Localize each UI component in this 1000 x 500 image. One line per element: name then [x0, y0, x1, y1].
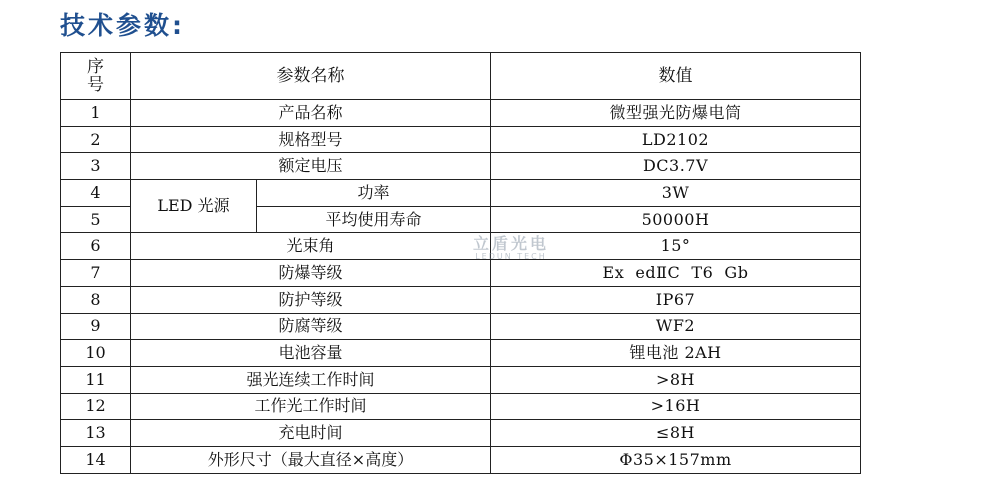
header-param: 参数名称: [131, 53, 491, 100]
row-param: 防护等级: [131, 286, 491, 313]
row-param: 强光连续工作时间: [131, 366, 491, 393]
row-value: >8H: [491, 366, 861, 393]
row-no: 5: [61, 206, 131, 233]
table-header-row: [61, 53, 861, 100]
table-row: [61, 180, 861, 207]
table-row: [61, 260, 861, 287]
row-value: 15°: [491, 233, 861, 260]
row-param: 充电时间: [131, 420, 491, 447]
row-param: 额定电压: [131, 153, 491, 180]
row-value: 微型强光防爆电筒: [491, 100, 861, 127]
table-row: [61, 340, 861, 367]
watermark-en: LEDUN TECH: [475, 252, 547, 261]
row-no: 8: [61, 286, 131, 313]
table-row: [61, 366, 861, 393]
row-no: 4: [61, 180, 131, 207]
row-no: 6: [61, 233, 131, 260]
spec-table: [60, 52, 861, 474]
table-row: [61, 100, 861, 127]
row-param: 工作光工作时间: [131, 393, 491, 420]
row-param: 平均使用寿命: [257, 206, 491, 233]
row-no: 13: [61, 420, 131, 447]
table-row: [61, 446, 861, 473]
table-row: [61, 313, 861, 340]
row-param: 外形尺寸（最大直径×高度）: [131, 446, 491, 473]
row-no: 10: [61, 340, 131, 367]
row-no: 12: [61, 393, 131, 420]
row-value: Φ35×157mm: [491, 446, 861, 473]
row-no: 7: [61, 260, 131, 287]
section-heading: 技术参数:: [60, 11, 185, 40]
row-no: 9: [61, 313, 131, 340]
row-value: >16H: [491, 393, 861, 420]
row-no: 2: [61, 126, 131, 153]
row-no: 14: [61, 446, 131, 473]
row-value: DC3.7V: [491, 153, 861, 180]
row-param: 防爆等级: [131, 260, 491, 287]
table-row: [61, 286, 861, 313]
row-value: 50000H: [491, 206, 861, 233]
row-value: Ex edⅡC T6 Gb: [491, 260, 861, 287]
row-no: 1: [61, 100, 131, 127]
row-value: WF2: [491, 313, 861, 340]
header-value: 数值: [491, 53, 861, 100]
header-seq: 序 号: [61, 53, 131, 100]
row-group-led: LED 光源: [131, 180, 257, 233]
row-no: 3: [61, 153, 131, 180]
table-row: [61, 420, 861, 447]
table-row: [61, 153, 861, 180]
row-value: LD2102: [491, 126, 861, 153]
table-row: [61, 233, 861, 260]
row-no: 11: [61, 366, 131, 393]
table-row: [61, 126, 861, 153]
row-param: 防腐等级: [131, 313, 491, 340]
watermark-cn: 立盾光电: [472, 234, 549, 253]
row-param: 规格型号: [131, 126, 491, 153]
row-value: IP67: [491, 286, 861, 313]
row-value: 3W: [491, 180, 861, 207]
row-param: 产品名称: [131, 100, 491, 127]
row-param: 电池容量: [131, 340, 491, 367]
row-value: ≤8H: [491, 420, 861, 447]
row-param: 光束角: [131, 233, 491, 260]
row-param: 功率: [257, 180, 491, 207]
row-value: 锂电池 2AH: [491, 340, 861, 367]
table-row: [61, 393, 861, 420]
